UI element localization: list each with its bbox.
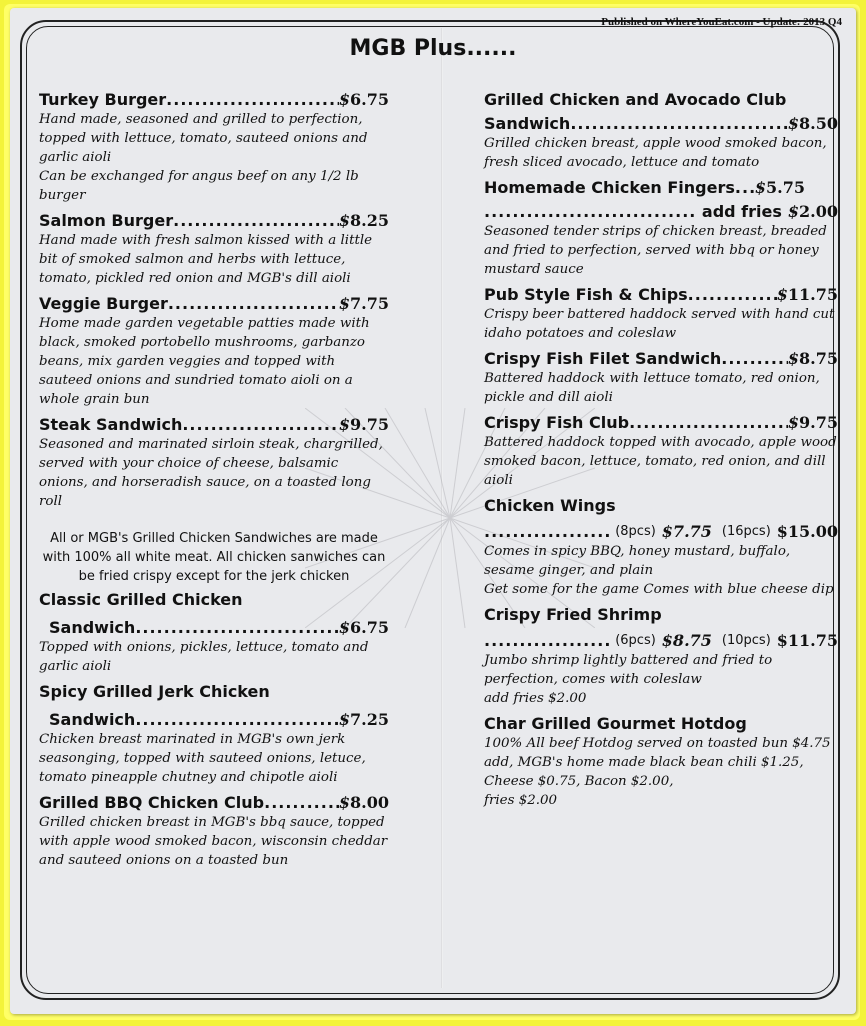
item-description: Crispy beer battered haddock served with hand cut idaho potatoes and coleslaw [484, 307, 835, 341]
leader-dots [570, 114, 788, 134]
item-name: Char Grilled Gourmet Hotdog [484, 714, 747, 733]
item-name-row [484, 349, 838, 369]
item-name: Homemade Chicken Fingers [484, 178, 735, 197]
leader-dots [264, 793, 339, 813]
item-price: $5.75 [754, 178, 806, 197]
menu-item-veggie-burger [39, 294, 389, 409]
menu-item-bbq-chicken-club [39, 793, 389, 870]
leader-dots [484, 202, 698, 222]
leader-dots [135, 618, 339, 638]
item-name: Grilled Chicken and Avocado Club [484, 90, 787, 109]
item-price: $8.00 [338, 793, 389, 812]
item-price: $7.25 [338, 710, 389, 729]
item-name-cont: Sandwich [49, 618, 136, 637]
item-note: add fries $2.00 [484, 691, 587, 706]
item-name-row [39, 90, 389, 110]
published-note: Published on WhereYouEat.com - Update: 2013 Q4 [601, 16, 842, 28]
price-large: $11.75 [776, 631, 838, 650]
menu-item-chicken-wings [484, 496, 838, 599]
leader-dots [135, 710, 339, 730]
menu-item-steak-sandwich [39, 415, 389, 511]
menu-item-fish-filet-sandwich [484, 349, 838, 407]
menu-item-salmon-burger [39, 211, 389, 288]
item-name-cont: Sandwich [484, 114, 571, 133]
item-description: Comes in spicy BBQ, honey mustard, buffalo, sesame ginger, and plain [484, 544, 791, 578]
item-description: Grilled chicken breast, apple wood smoked bacon, fresh sliced avocado, lettuce and tomato [484, 136, 827, 170]
leader-dots [166, 90, 339, 110]
leader-dots [168, 294, 339, 314]
menu-page [10, 8, 856, 1014]
item-price-row [484, 631, 838, 651]
item-price: $8.50 [787, 114, 838, 133]
item-name-row [484, 413, 838, 433]
price-small: $7.75 [661, 522, 712, 541]
qty-small: (8pcs) [615, 524, 656, 539]
item-note-cont: fries $2.00 [484, 793, 558, 808]
menu-item-classic-grilled-chicken [39, 590, 389, 676]
menu-item-fried-shrimp [484, 605, 838, 708]
menu-item-fish-club [484, 413, 838, 490]
qty-small: (6pcs) [615, 633, 656, 648]
item-name-row [484, 178, 838, 198]
item-price: $6.75 [338, 618, 389, 637]
right-column [484, 90, 838, 810]
item-description: Seasoned and marinated sirloin steak, chargrilled, served with your choice of cheese, balsamic onions, and horseradish sauce, on a toasted long roll [39, 437, 383, 509]
qty-large: (10pcs) [721, 633, 771, 648]
item-name-row [39, 710, 389, 730]
leader-dots [629, 413, 788, 433]
item-name-row [484, 114, 838, 134]
item-name: Crispy Fish Filet Sandwich [484, 349, 722, 368]
menu-item-turkey-burger [39, 90, 389, 205]
item-name-row [39, 793, 389, 813]
item-name: Spicy Grilled Jerk Chicken [39, 682, 270, 701]
item-name: Classic Grilled Chicken [39, 590, 243, 609]
item-name-cont: Sandwich [49, 710, 136, 729]
price-large: $15.00 [776, 522, 838, 541]
item-price: $9.75 [787, 413, 838, 432]
item-name-row [39, 211, 389, 231]
item-description: Jumbo shrimp lightly battered and fried to perfection, comes with coleslaw [484, 653, 773, 687]
item-note: Can be exchanged for angus beef on any 1/2 lb burger [39, 169, 359, 203]
item-name: Steak Sandwich [39, 415, 183, 434]
item-name: Crispy Fish Club [484, 413, 630, 432]
left-column [39, 90, 389, 870]
leader-dots [735, 178, 755, 198]
item-description: Grilled chicken breast in MGB's bbq sauce, topped with apple wood smoked bacon, wisconsin cheddar and sauteed onions on a toasted bun [39, 815, 388, 868]
item-name-row [39, 294, 389, 314]
page-title: MGB Plus...... [349, 36, 517, 61]
item-name: Veggie Burger [39, 294, 168, 313]
item-name: Turkey Burger [39, 90, 167, 109]
menu-item-spicy-jerk-chicken [39, 682, 389, 787]
price-small: $8.75 [661, 631, 712, 650]
item-price: $6.75 [338, 90, 389, 109]
item-description: Seasoned tender strips of chicken breast, breaded and fried to perfection, served with bbq or honey mustard sauce [484, 224, 827, 277]
leader-dots [688, 285, 777, 305]
item-price: $7.75 [338, 294, 389, 313]
item-price: $8.25 [338, 211, 389, 230]
item-name-row [484, 285, 838, 305]
item-note: Get some for the game Comes with blue cheese dip [484, 582, 834, 597]
addon-price: $2.00 [787, 202, 838, 221]
item-name: Salmon Burger [39, 211, 174, 230]
item-description: Topped with onions, pickles, lettuce, tomato and garlic aioli [39, 640, 369, 674]
leader-dots [484, 522, 613, 542]
item-description: Home made garden vegetable patties made with black, smoked portobello mushrooms, garbanzo beans, mix garden veggies and topped with sauteed onions and sundried tomato aioli on a whole grain bun [39, 316, 370, 407]
qty-large: (16pcs) [721, 524, 771, 539]
item-name-row [39, 415, 389, 435]
item-description: 100% All beef Hotdog served on toasted bun $4.75 [484, 736, 831, 751]
menu-item-gourmet-hotdog [484, 714, 838, 810]
menu-item-fish-and-chips [484, 285, 838, 343]
addon-row [484, 202, 838, 222]
item-price: $11.75 [776, 285, 838, 304]
item-note: add, MGB's home made black bean chili $1.25, Cheese $0.75, Bacon $2.00, [484, 755, 804, 789]
item-description: Battered haddock topped with avocado, apple wood smoked bacon, lettuce, tomato, red onion, and dill aioli [484, 435, 837, 488]
item-name: Crispy Fried Shrimp [484, 605, 662, 624]
item-name-row [39, 618, 389, 638]
leader-dots [484, 631, 613, 651]
chicken-note: All or MGB's Grilled Chicken Sandwiches are made with 100% all white meat. All chicken sanwiches can be fried crispy except for the jerk chicken [42, 531, 386, 584]
item-price: $9.75 [338, 415, 389, 434]
menu-item-chicken-fingers [484, 178, 838, 279]
item-name: Pub Style Fish & Chips [484, 285, 688, 304]
item-description: Hand made, seasoned and grilled to perfection, topped with lettuce, tomato, sauteed onions and garlic aioli [39, 112, 368, 165]
item-price-row [484, 522, 838, 542]
menu-item-chicken-avocado-club [484, 90, 838, 172]
item-description: Battered haddock with lettuce tomato, red onion, pickle and dill aioli [484, 371, 820, 405]
item-price: $8.75 [787, 349, 838, 368]
leader-dots [182, 415, 339, 435]
leader-dots [721, 349, 788, 369]
leader-dots [173, 211, 339, 231]
item-description: Chicken breast marinated in MGB's own jerk seasonging, topped with sauteed onions, letuce, tomato pineapple chutney and chipotle aioli [39, 732, 366, 785]
addon-label: add fries [701, 202, 782, 221]
item-description: Hand made with fresh salmon kissed with a little bit of smoked salmon and herbs with lettuce, tomato, pickled red onion and MGB's dill aioli [39, 233, 373, 286]
item-name: Chicken Wings [484, 496, 616, 515]
item-name: Grilled BBQ Chicken Club [39, 793, 265, 812]
